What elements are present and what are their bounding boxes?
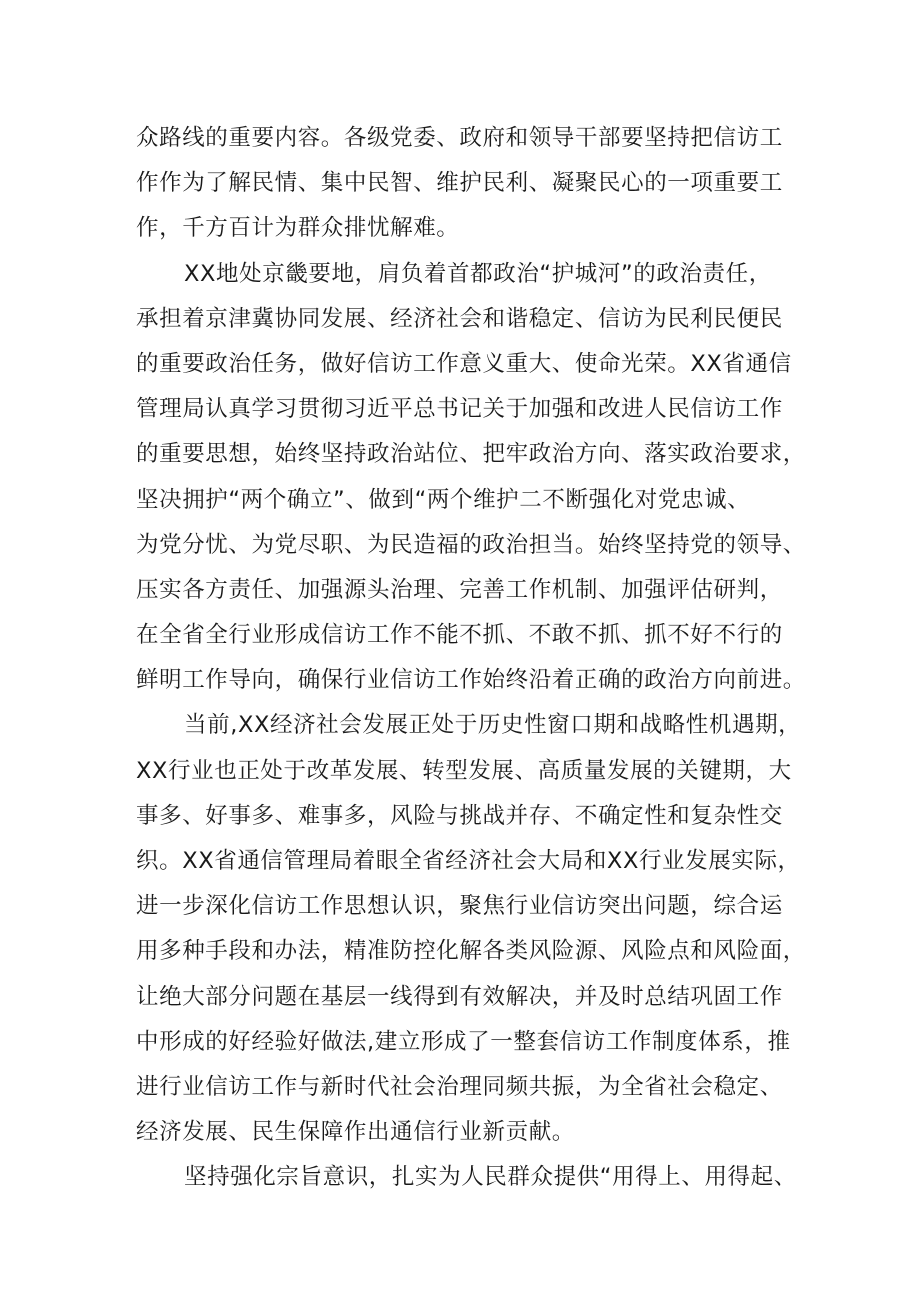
text-line: 压实各方责任、加强源头治理、完善工作机制、加强评估研判， [136,576,783,603]
text-line: 的重要思想，始终坚持政治站位、把牢政治方向、落实政治要求， [136,441,806,468]
text-line: 在全省全行业形成信访工作不能不抓、不敢不抓、抓不好不行的 [136,622,783,649]
text-line: 进一步深化信访工作思想认识，聚焦行业信访突出问题，综合运 [136,893,783,920]
text-line: 作，千方百计为群众排忧解难。 [136,215,460,242]
text-line: 为党分忧、为党尽职、为民造福的政治担当。始终坚持党的领导、 [136,531,806,558]
paragraph-start-line: XX地处京畿要地，肩负着首都政治“护城河”的政治责任， [184,260,772,287]
text-line: 鲜明工作导向，确保行业信访工作始终沿着正确的政治方向前进。 [136,667,806,694]
text-line: 坚决拥护“两个确立”、做到“两个维护二不断强化对党忠诚、 [136,486,751,513]
text-line: 中形成的好经验好做法,建立形成了一整套信访工作制度体系，推 [136,1028,791,1055]
text-line: XX行业也正处于改革发展、转型发展、高质量发展的关键期，大 [136,757,792,784]
text-line: 经济发展、民生保障作出通信行业新贡献。 [136,1119,575,1146]
paragraph-start-line: 当前,XX经济社会发展正处于历史性窗口期和战略性机遇期， [184,712,802,739]
text-line: 进行业信访工作与新时代社会治理同频共振，为全省社会稳定、 [136,1073,783,1100]
text-line: 众路线的重要内容。各级党委、政府和领导干部要坚持把信访工 [136,125,783,151]
text-line: 作作为了解民情、集中民智、维护民利、凝聚民心的一项重要工 [136,170,783,197]
text-line: 让绝大部分问题在基层一线得到有效解决，并及时总结巩固工作 [136,983,783,1010]
text-line: 的重要政治任务，做好信访工作意义重大、使命光荣。XX省通信 [136,350,792,377]
document-body [136,116,806,1201]
text-line: 织。XX省通信管理局着眼全省经济社会大局和XX行业发展实际， [136,848,801,874]
text-line: 承担着京津冀协同发展、经济社会和谐稳定、信访为民利民便民 [136,305,783,332]
text-line: 管理局认真学习贯彻习近平总书记关于加强和改进人民信访工作 [136,396,783,423]
text-line: 事多、好事多、难事多，风险与挑战并存、不确定性和复杂性交 [136,802,783,829]
paragraph-start-line: 坚持强化宗旨意识，扎实为人民群众提供“用得上、用得起、 [184,1164,797,1191]
text-line: 用多种手段和办法，精准防控化解各类风险源、风险点和风险面， [136,938,806,965]
